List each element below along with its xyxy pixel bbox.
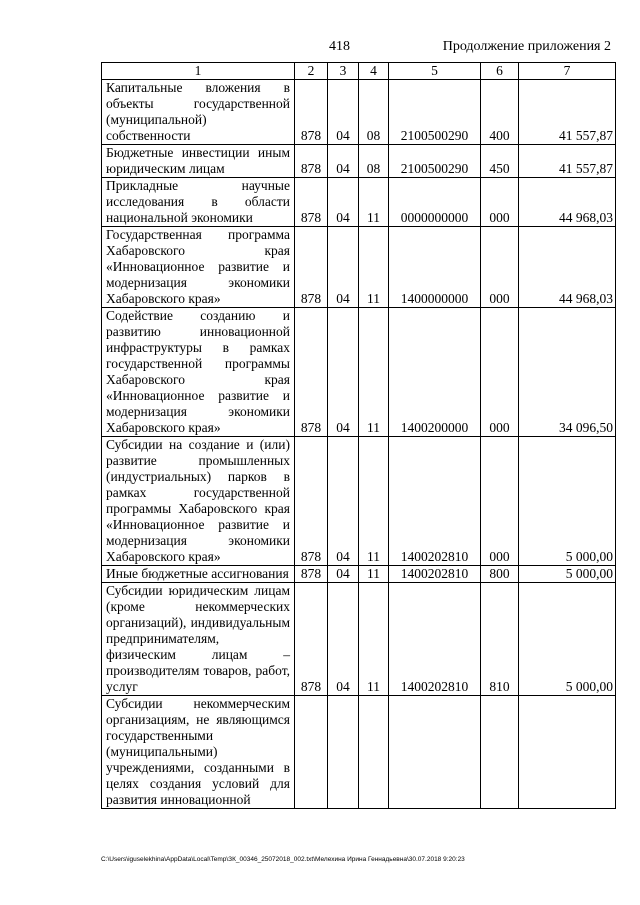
table-row <box>102 308 616 437</box>
table-row <box>102 696 616 809</box>
amount: 41 557,87 <box>519 80 616 145</box>
code-expense-type: 800 <box>481 566 519 583</box>
code-target: 0000000000 <box>389 178 481 227</box>
table-row <box>102 583 616 696</box>
row-name: Капитальные вложения в объекты государственной (муниципальной) собственности <box>102 80 295 145</box>
amount: 5 000,00 <box>519 583 616 696</box>
table-row <box>102 227 616 308</box>
code-expense-type: 810 <box>481 583 519 696</box>
code-ministry: 878 <box>295 566 328 583</box>
row-name: Содействие созданию и развитию инновационной инфраструктуры в рамках государственной программы Хабаровского края «Инновационное развитие и модернизация экономики Хабаровского края» <box>102 308 295 437</box>
code-expense-type <box>481 696 519 809</box>
code-ministry: 878 <box>295 80 328 145</box>
amount: 5 000,00 <box>519 437 616 566</box>
code-section: 04 <box>328 227 359 308</box>
column-header: 1 <box>102 63 295 80</box>
row-name: Прикладные научные исследования в области национальной экономики <box>102 178 295 227</box>
code-expense-type: 000 <box>481 308 519 437</box>
code-target: 1400000000 <box>389 227 481 308</box>
code-section: 04 <box>328 308 359 437</box>
code-ministry: 878 <box>295 437 328 566</box>
code-subsection: 08 <box>359 80 389 145</box>
table-row <box>102 80 616 145</box>
table-row <box>102 145 616 178</box>
code-expense-type: 400 <box>481 80 519 145</box>
code-target: 1400202810 <box>389 566 481 583</box>
code-target: 2100500290 <box>389 80 481 145</box>
code-subsection: 11 <box>359 566 389 583</box>
code-ministry: 878 <box>295 178 328 227</box>
code-subsection: 11 <box>359 437 389 566</box>
row-name: Иные бюджетные ассигнования <box>102 566 295 583</box>
code-section: 04 <box>328 80 359 145</box>
amount: 44 968,03 <box>519 227 616 308</box>
code-ministry: 878 <box>295 308 328 437</box>
code-section: 04 <box>328 583 359 696</box>
code-ministry: 878 <box>295 145 328 178</box>
row-name: Субсидии на создание и (или) развитие промышленных (индустриальных) парков в рамках государственной программы Хабаровского края «Инновационное развитие и модернизация экономики Хабаровского края» <box>102 437 295 566</box>
code-section: 04 <box>328 437 359 566</box>
code-target: 2100500290 <box>389 145 481 178</box>
amount: 44 968,03 <box>519 178 616 227</box>
column-header: 4 <box>359 63 389 80</box>
code-subsection: 11 <box>359 227 389 308</box>
amount: 34 096,50 <box>519 308 616 437</box>
row-name: Государственная программа Хабаровского края «Инновационное развитие и модернизация экономики Хабаровского края» <box>102 227 295 308</box>
code-section: 04 <box>328 566 359 583</box>
amount: 5 000,00 <box>519 566 616 583</box>
code-ministry: 878 <box>295 583 328 696</box>
table-row <box>102 437 616 566</box>
column-header: 3 <box>328 63 359 80</box>
code-subsection: 08 <box>359 145 389 178</box>
code-target: 1400202810 <box>389 583 481 696</box>
column-header: 7 <box>519 63 616 80</box>
code-expense-type: 450 <box>481 145 519 178</box>
amount <box>519 696 616 809</box>
row-name: Субсидии юридическим лицам (кроме некоммерческих организаций), индивидуальным предпринимателям, физическим лицам – производителям товаров, работ, услуг <box>102 583 295 696</box>
code-ministry: 878 <box>295 227 328 308</box>
code-section <box>328 696 359 809</box>
column-header: 2 <box>295 63 328 80</box>
code-expense-type: 000 <box>481 227 519 308</box>
row-name: Бюджетные инвестиции иным юридическим лицам <box>102 145 295 178</box>
code-section: 04 <box>328 145 359 178</box>
code-expense-type: 000 <box>481 178 519 227</box>
table-header-row <box>102 63 616 80</box>
code-target: 1400200000 <box>389 308 481 437</box>
row-name: Субсидии некоммерческим организациям, не являющимся государственными (муниципальными) учреждениями, созданными в целях создания условий для развития инновационной <box>102 696 295 809</box>
page-number: 418 <box>329 39 350 54</box>
file-path-footer: C:\Users\iguselekhina\AppData\Local\Temp\ЗК_00346_25072018_002.txt\Мелехина Ирина Геннадьевна\30.07.2018 9:20:23 <box>101 856 465 863</box>
code-subsection: 11 <box>359 178 389 227</box>
code-subsection: 11 <box>359 308 389 437</box>
table-row <box>102 178 616 227</box>
code-expense-type: 000 <box>481 437 519 566</box>
code-target: 1400202810 <box>389 437 481 566</box>
amount: 41 557,87 <box>519 145 616 178</box>
column-header: 5 <box>389 63 481 80</box>
code-subsection <box>359 696 389 809</box>
code-section: 04 <box>328 178 359 227</box>
table-row <box>102 566 616 583</box>
code-target <box>389 696 481 809</box>
code-subsection: 11 <box>359 583 389 696</box>
budget-table <box>101 62 616 809</box>
column-header: 6 <box>481 63 519 80</box>
continuation-caption: Продолжение приложения 2 <box>442 39 611 54</box>
code-ministry <box>295 696 328 809</box>
